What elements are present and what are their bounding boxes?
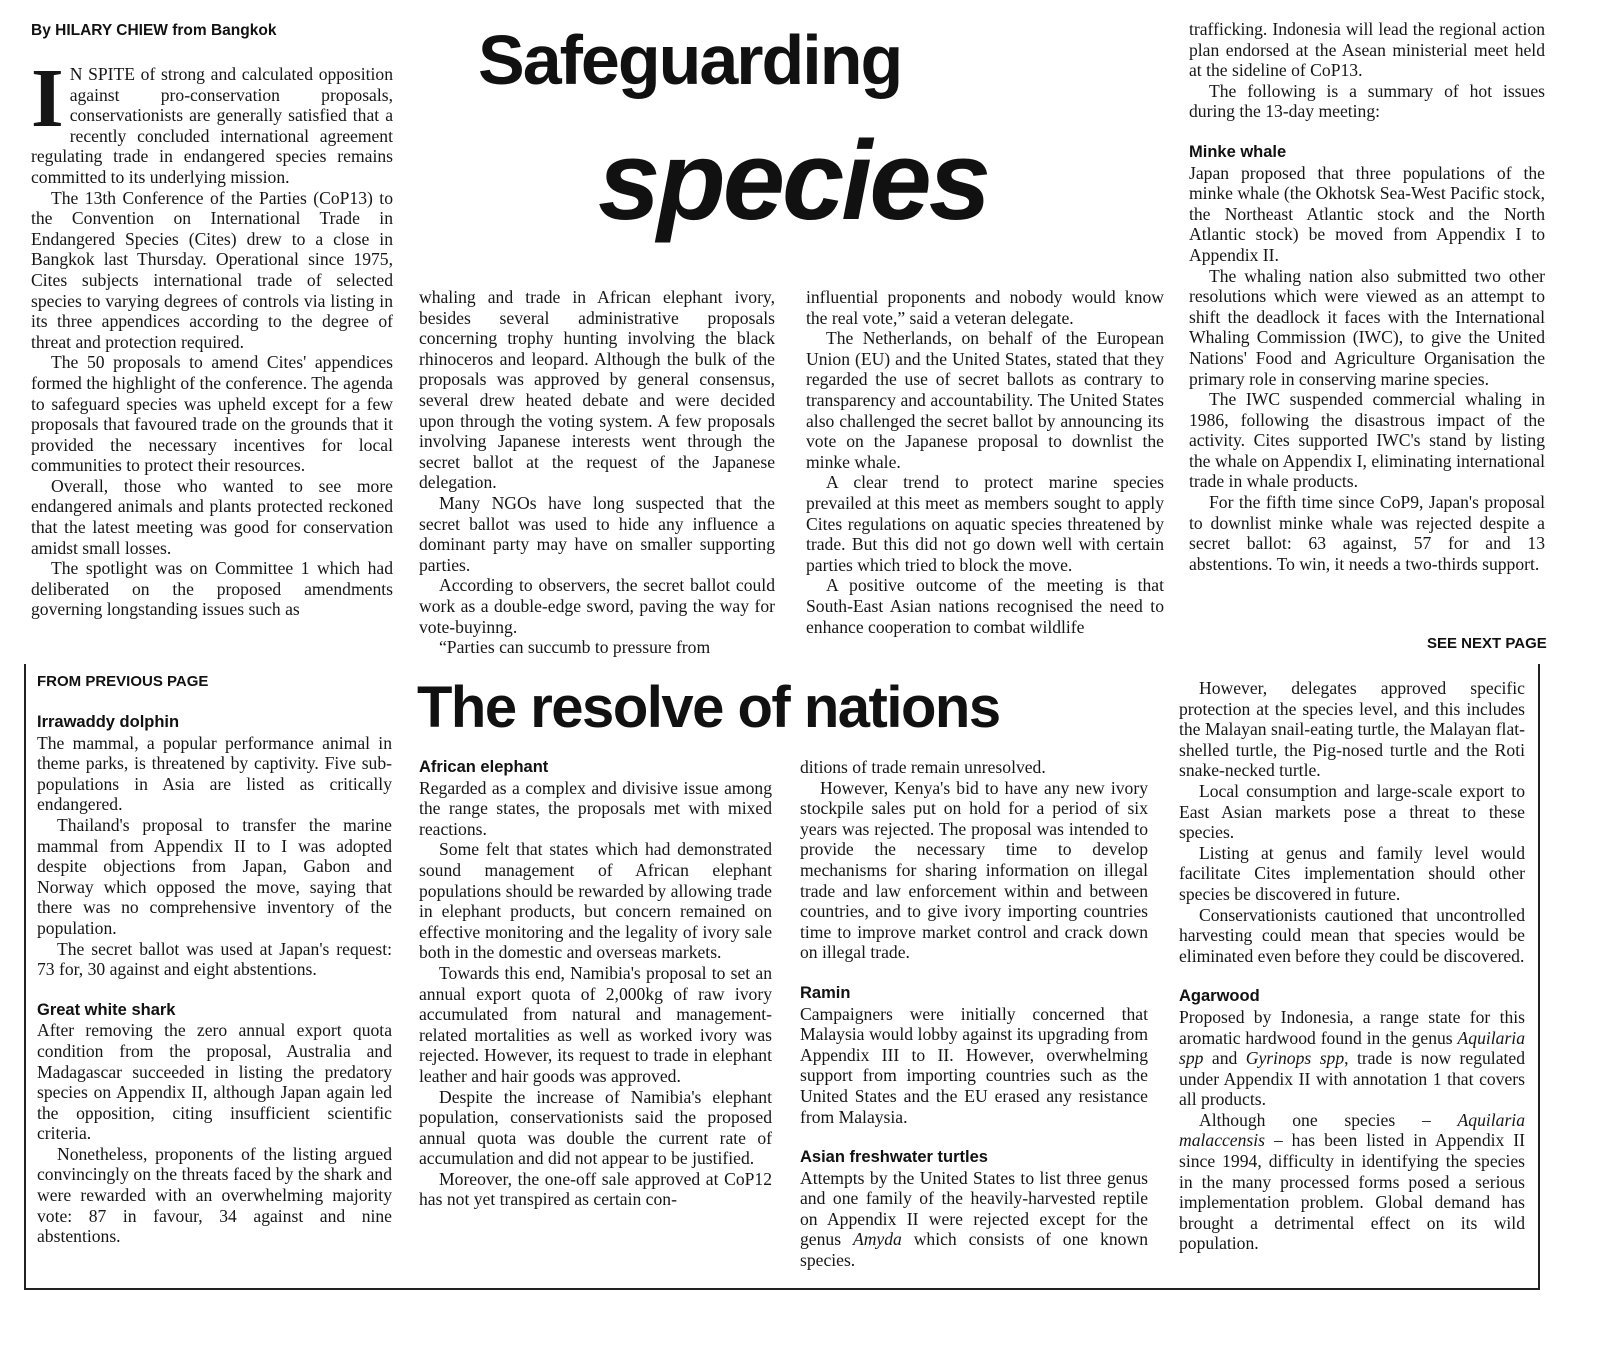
paragraph: The 50 proposals to amend Cites' appendices formed the highlight of the conference. The agenda to safeguard species was upheld except for a few proposals that favoured trade on the grounds that it provided the necessary incentives for local communities to protect their resources.	[31, 352, 393, 476]
paragraph: trafficking. Indonesia will lead the regional action plan endorsed at the Asean ministerial meet held at the sideline of CoP13.	[1189, 19, 1545, 81]
section-heading-minke-whale: Minke whale	[1189, 142, 1287, 161]
lower-column-2	[419, 757, 772, 1210]
paragraph: According to observers, the secret ballot could work as a double-edge sword, paving the way for vote-buyinng.	[419, 575, 775, 637]
box-rule-left	[24, 664, 26, 1289]
paragraph: Overall, those who wanted to see more endangered animals and plants protected reckoned that the latest meeting was good for conservation amidst small losses.	[31, 475, 393, 558]
section-heading-agarwood: Agarwood	[1179, 987, 1260, 1006]
paragraph: Campaigners were initially concerned that Malaysia would lobby against its upgrading from Appendix III to II. However, overwhelming support from importing countries such as the United States and the EU erased any resistance from Malaysia.	[800, 1003, 1148, 1127]
article-column-1	[31, 52, 393, 620]
paragraph: “Parties can succumb to pressure from	[439, 637, 711, 658]
paragraph: Despite the increase of Namibia's elephant population, conservationists said the proposed annual quota was double the current rate of accumulation and did not appear to be justified.	[419, 1086, 772, 1169]
article-column-4	[1189, 19, 1545, 574]
headline-line-1: Safeguarding	[478, 21, 902, 99]
paragraph: The following is a summary of hot issues during the 13-day meeting:	[1189, 80, 1545, 122]
section-heading-great-white-shark: Great white shark	[37, 1000, 176, 1019]
paragraph: However, Kenya's bid to have any new ivory stockpile sales put on hold for a period of six years was rejected. The proposal was intended to provide the necessary time to develop mechanisms for sharing information on illegal trade and law enforcement within and between countries, and to give ivory importing countries time to improve market control and crack down on illegal trade.	[800, 777, 1148, 963]
paragraph: Towards this end, Namibia's proposal to set an annual export quota of 2,000kg of raw ivory accumulated from natural and management-related mortalities as well as worked ivory was rejected. However, its request to trade in elephant leather and hair goods was approved.	[419, 962, 772, 1086]
paragraph: For the fifth time since CoP9, Japan's proposal to downlist minke whale was rejected despite a secret ballot: 63 against, 57 for and 13 abstentions. To win, it needs a two-thirds support.	[1189, 492, 1545, 574]
article-column-3	[806, 287, 1164, 637]
section-heading-irrawaddy-dolphin: Irrawaddy dolphin	[37, 713, 180, 731]
paragraph: However, delegates approved specific protection at the species level, and this includes the Malayan snail-eating turtle, the Malayan flat-shelled turtle, the Pig-nosed turtle and the Roti snake-necked turtle.	[1179, 678, 1525, 781]
paragraph: Japan proposed that three populations of the minke whale (the Okhotsk Sea-West Pacific stock, the Northeast Atlantic stock and the North Atlantic stock) be moved from Appendix I to Appendix II.	[1189, 162, 1545, 265]
lower-headline: The resolve of nations	[417, 675, 1000, 740]
paragraph: A positive outcome of the meeting is that South-East Asian nations recognised the need to enhance cooperation to combat wildlife	[806, 575, 1164, 637]
paragraph: Moreover, the one-off sale approved at CoP12 has not yet transpired as certain con-	[419, 1168, 772, 1210]
from-previous-page-label: FROM PREVIOUS PAGE	[37, 673, 209, 690]
paragraph: Listing at genus and family level would facilitate Cites implementation should other species be discovered in future.	[1179, 842, 1525, 904]
box-rule-right	[1538, 664, 1540, 1289]
paragraph: Thailand's proposal to transfer the marine mammal from Appendix II to I was adopted despite objections from Japan, Gabon and Norway which opposed the move, saying that there was no comprehensive inventory of the population.	[37, 814, 392, 938]
lower-column-1	[37, 712, 392, 1247]
paragraph: ditions of trade remain unresolved.	[800, 757, 1046, 777]
paragraph: The IWC suspended commercial whaling in 1986, following the disastrous impact of the activity. Cites supported IWC's stand by listing the whale on Appendix I, eliminating international trade in whale products.	[1189, 389, 1545, 492]
paragraph: The secret ballot was used at Japan's request: 73 for, 30 against and eight abstentions.	[37, 938, 392, 980]
lower-column-4	[1179, 678, 1525, 1254]
paragraph: influential proponents and nobody would know the real vote,” said a veteran delegate.	[806, 287, 1164, 328]
byline: By HILARY CHIEW from Bangkok	[31, 22, 277, 39]
section-heading-asian-freshwater-turtles: Asian freshwater turtles	[800, 1148, 988, 1167]
paragraph: After removing the zero annual export quota condition from the proposal, Australia and Madagascar succeeded in listing the predatory species on Appendix II, although Japan again led the opposition, citing insufficient scientific criteria.	[37, 1020, 392, 1144]
paragraph: The Netherlands, on behalf of the European Union (EU) and the United States, stated that they regarded the use of secret ballots as contrary to transparency and accountability. The United States also challenged the secret ballot by announcing its vote on the Japanese proposal to downlist the minke whale.	[806, 328, 1164, 472]
paragraph: Conservationists cautioned that uncontrolled harvesting could mean that species would be eliminated even before they could be discovered.	[1179, 904, 1525, 966]
headline-line-2: species	[598, 118, 988, 243]
lower-column-3	[800, 757, 1148, 1271]
see-next-page-label: SEE NEXT PAGE	[1427, 635, 1547, 652]
paragraph: Proposed by Indonesia, a range state for this aromatic hardwood found in the genus Aquilaria spp and Gyrinops spp, trade is now regulated under Appendix II with annotation 1 that covers all products.	[1179, 1006, 1526, 1110]
drop-cap: I	[31, 52, 64, 145]
paragraph: whaling and trade in African elephant ivory, besides several administrative proposals concerning trophy hunting involving the black rhinoceros and leopard. Although the bulk of the proposals was approved by general consensus, several drew heated debate and were decided upon through the voting system. A few proposals involving Japanese interests went through the secret ballot at the request of the Japanese delegation.	[419, 287, 775, 493]
paragraph: Attempts by the United States to list three genus and one family of the heavily-harvested reptile on Appendix II were rejected except for the genus Amyda which consists of one known species.	[800, 1167, 1148, 1271]
paragraph: Local consumption and large-scale export to East Asian markets pose a threat to these species.	[1179, 780, 1525, 843]
box-rule-bottom	[24, 1288, 1540, 1290]
paragraph: The mammal, a popular performance animal in theme parks, is threatened by captivity. Five sub-populations in Asia are listed as critically endangered.	[37, 732, 392, 815]
article-column-2	[419, 287, 775, 658]
paragraph: Nonetheless, proponents of the listing argued convincingly on the threats faced by the shark and were rewarded with an overwhelming majority vote: 87 in favour, 34 against and nine abstentions.	[37, 1143, 392, 1247]
paragraph: The 13th Conference of the Parties (CoP13) to the Convention on International Trade in Endangered Species (Cites) drew to a close in Bangkok last Thursday. Operational since 1975, Cites subjects international trade of selected species to varying degrees of controls via listing in its three appendices according to the degree of threat and protection required.	[31, 187, 393, 352]
paragraph: The whaling nation also submitted two other resolutions which were viewed as an attempt to shift the deadlock it faces with the International Whaling Commission (IWC), to give the United Nations' Food and Agriculture Organisation the primary role in conserving marine species.	[1189, 265, 1545, 389]
paragraph: Although one species – Aquilaria malaccensis – has been listed in Appendix II since 1994, difficulty in identifying the species in the many processed forms posed a serious implementation problem. Global demand has brought a detrimental effect on its wild population.	[1179, 1109, 1525, 1254]
paragraph: A clear trend to protect marine species prevailed at this meet as members sought to apply Cites regulations on aquatic species threatened by trade. But this did not go down well with certain parties which tried to block the move.	[806, 472, 1164, 575]
section-heading-african-elephant: African elephant	[419, 758, 549, 776]
lead-paragraph: N SPITE of strong and calculated opposition against pro-conservation proposals, conservationists are generally satisfied that a recently concluded international agreement regulating trade in endangered species remains committed to its underlying mission.	[31, 64, 393, 187]
section-heading-ramin: Ramin	[800, 983, 851, 1002]
paragraph: Some felt that states which had demonstrated sound management of African elephant populations should be rewarded by allowing trade in elephant products, but concern remained on effective monitoring and the legality of ivory sale both in the domestic and overseas markets.	[419, 839, 772, 963]
paragraph: The spotlight was on Committee 1 which had deliberated on the proposed amendments governing longstanding issues such as	[31, 558, 393, 620]
paragraph: Regarded as a complex and divisive issue among the range states, the proposals met with mixed reactions.	[419, 777, 772, 839]
paragraph: Many NGOs have long suspected that the secret ballot was used to hide any influence a dominant party may have on smaller supporting parties.	[419, 492, 775, 575]
